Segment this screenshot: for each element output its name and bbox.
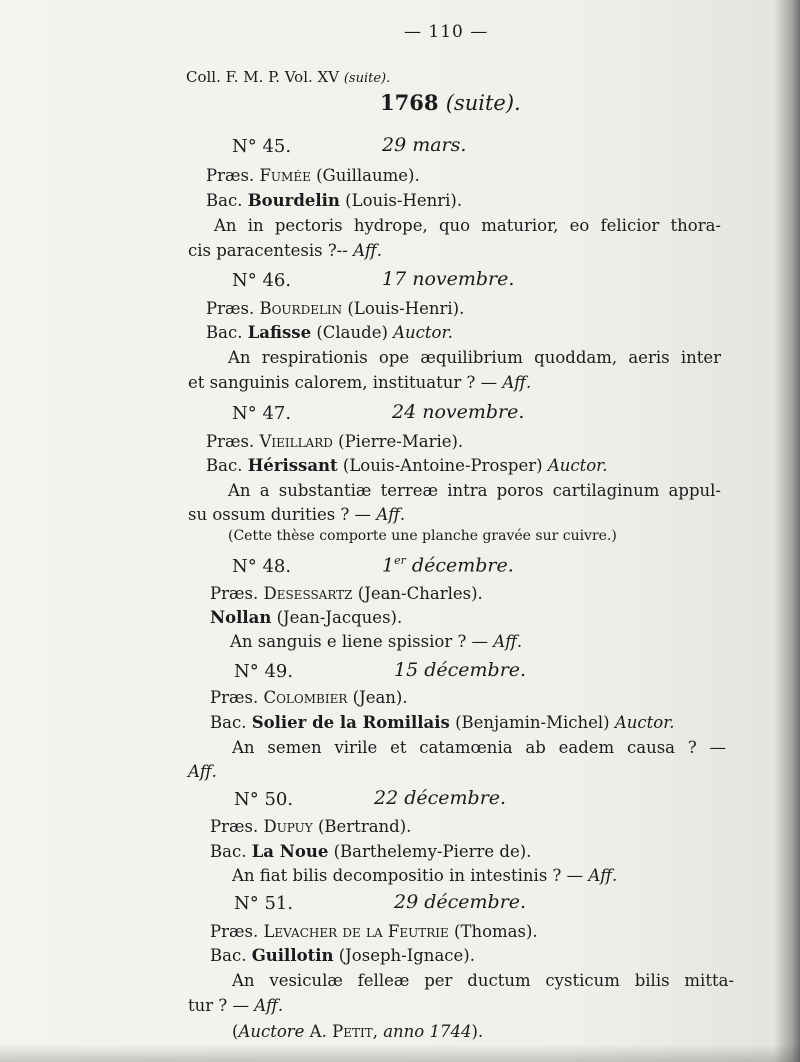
bachelor-line [210, 946, 475, 965]
bac-name: Guillotin [251, 946, 334, 965]
entry-heading [234, 891, 527, 914]
closing-auctore: Auctore [238, 1022, 305, 1041]
thesis-note: (Cette thèse comporte une planche gravée sur cuivre.) [228, 528, 617, 544]
closing-close-paren: ). [471, 1022, 484, 1041]
entry-date: 24 novembre. [392, 401, 525, 423]
bachelor-line [210, 608, 402, 627]
bac-name: Solier de la Romillais [251, 713, 450, 732]
affirmative-mark: Aff. [493, 632, 523, 651]
praes-name: Bourdelin [259, 299, 343, 318]
praeses-line [210, 584, 483, 603]
praeses-line [210, 688, 408, 707]
entry-date-day: 1 [382, 554, 395, 577]
bac-label: Bac. [210, 713, 247, 732]
entry-date: 29 décembre. [394, 891, 527, 913]
praes-name: Colombier [263, 688, 348, 707]
entry-heading [234, 787, 507, 810]
praes-label: Præs. [210, 922, 259, 941]
entry-date-superscript: er [394, 554, 406, 567]
thesis-text-2: cis paracentesis ?-- [188, 241, 354, 260]
thesis-text-2: tur ? — [188, 996, 255, 1015]
praes-rest: (Thomas). [454, 922, 538, 941]
praes-rest: (Pierre-Marie). [338, 432, 464, 451]
bac-rest: (Benjamin-Michel) [455, 713, 615, 732]
bachelor-line [206, 456, 607, 475]
praes-name: Levacher de la Feutrie [263, 922, 449, 941]
bachelor-line [210, 713, 675, 732]
bachelor-line [210, 842, 531, 861]
bac-rest: (Louis-Antoine-Prosper) [342, 456, 548, 475]
closing-initial: A. [304, 1022, 333, 1041]
entry-number: N° 45. [232, 136, 292, 157]
praes-rest: (Louis-Henri). [347, 299, 465, 318]
entry-number: N° 48. [232, 556, 292, 577]
closing-author-name: Petit [332, 1022, 373, 1041]
bac-label: Bac. [210, 842, 247, 861]
praes-rest: (Bertrand). [317, 817, 412, 836]
thesis-text-1: An sanguis e liene spissior ? — [230, 632, 494, 651]
year-number: 1768 [380, 90, 439, 115]
bac-rest: (Louis-Henri). [345, 191, 463, 210]
bachelor-line [206, 191, 462, 210]
running-head-text: Coll. F. M. P. Vol. XV [186, 68, 340, 86]
entry-number: N° 51. [234, 893, 294, 914]
thesis-text: An semen virile et catamœnia ab eadem causa ? — [232, 738, 726, 757]
affirmative-mark: Aff. [502, 373, 532, 392]
bac-label: Bac. [206, 323, 243, 342]
year-heading [380, 90, 521, 115]
thesis-text-2: et sanguinis calorem, instituatur ? — [188, 373, 503, 392]
praes-name: Dupuy [263, 817, 313, 836]
bachelor-line [206, 323, 453, 342]
closing-year: anno 1744 [383, 1022, 472, 1041]
entry-date: 29 mars. [382, 134, 467, 156]
thesis-text-1: An fiat bilis decompositio in intestinis ? — [232, 866, 589, 885]
bac-rest: (Joseph-Ignace). [338, 946, 475, 965]
entry-date-month: décembre. [405, 554, 514, 577]
bac-label: Bac. [210, 946, 247, 965]
entry-date [382, 554, 514, 576]
affirmative-mark: Aff. [254, 996, 284, 1015]
affirmative-mark: Aff. [376, 505, 406, 524]
closing-attribution [232, 1022, 483, 1041]
bac-name: Bourdelin [247, 191, 340, 210]
praes-name: Desessartz [263, 584, 353, 603]
year-suffix: (suite). [445, 91, 521, 115]
thesis-text: An vesiculæ felleæ per ductum cysticum bilis mitta- [232, 971, 734, 990]
closing-comma: , [372, 1022, 384, 1041]
entry-number: N° 50. [234, 789, 294, 810]
auctor-mark: Auctor. [547, 456, 608, 475]
page-number: — 110 — [404, 22, 489, 42]
praeses-line [206, 432, 463, 451]
praes-name: Fumée [259, 166, 311, 185]
thesis-text-continued [188, 241, 382, 260]
closing-open-paren: ( [232, 1022, 239, 1041]
bac-name: Lafisse [247, 323, 312, 342]
bac-name: Hérissant [247, 456, 338, 475]
praes-label: Præs. [206, 299, 255, 318]
bac-rest: (Claude) [316, 323, 394, 342]
thesis-text-continued [188, 373, 531, 392]
praeses-line [206, 166, 420, 185]
bac-label: Bac. [206, 191, 243, 210]
page-bottom-shadow [0, 1044, 800, 1062]
praes-rest: (Jean-Charles). [357, 584, 483, 603]
running-head [186, 68, 390, 86]
bac-name: Nollan [210, 608, 272, 627]
bac-rest: (Barthelemy-Pierre de). [333, 842, 532, 861]
praes-rest: (Guillaume). [316, 166, 420, 185]
praeses-line [210, 922, 538, 941]
thesis-text-continued [188, 505, 405, 524]
page-edge-shadow [774, 0, 800, 1062]
praes-label: Præs. [210, 817, 259, 836]
bac-rest: (Jean-Jacques). [276, 608, 403, 627]
entry-number: N° 47. [232, 403, 292, 424]
entry-date: 15 décembre. [394, 659, 527, 681]
entry-heading [232, 554, 514, 577]
thesis-text [232, 866, 617, 885]
thesis-text-2: su ossum durities ? — [188, 505, 377, 524]
entry-number: N° 49. [234, 661, 294, 682]
entry-heading [232, 134, 467, 157]
entry-date: 17 novembre. [382, 268, 515, 290]
praes-rest: (Jean). [352, 688, 408, 707]
thesis-text-continued [188, 996, 283, 1015]
praes-label: Præs. [210, 584, 259, 603]
thesis-text: An in pectoris hydrope, quo maturior, eo felicior thora- [214, 216, 721, 235]
praes-label: Præs. [210, 688, 259, 707]
affirmative-mark: Aff. [588, 866, 618, 885]
bac-name: La Noue [251, 842, 329, 861]
thesis-text: An respirationis ope æquilibrium quoddam, aeris inter [228, 348, 721, 367]
entry-date: 22 décembre. [374, 787, 507, 809]
thesis-text [230, 632, 522, 651]
praeses-line [210, 817, 411, 836]
auctor-mark: Auctor. [614, 713, 675, 732]
praes-label: Præs. [206, 432, 255, 451]
entry-heading [232, 401, 525, 424]
affirmative-mark: Aff. [353, 241, 382, 260]
bac-label: Bac. [206, 456, 243, 475]
thesis-text: An a substantiæ terreæ intra poros cartilaginum appul- [228, 481, 721, 500]
affirmative-mark: Aff. [188, 762, 217, 781]
praeses-line [206, 299, 464, 318]
running-head-suffix: (suite). [343, 71, 391, 86]
entry-number: N° 46. [232, 270, 292, 291]
praes-name: Vieillard [259, 432, 333, 451]
praes-label: Præs. [206, 166, 255, 185]
entry-heading [232, 268, 515, 291]
auctor-mark: Auctor. [393, 323, 453, 342]
entry-heading [234, 659, 527, 682]
